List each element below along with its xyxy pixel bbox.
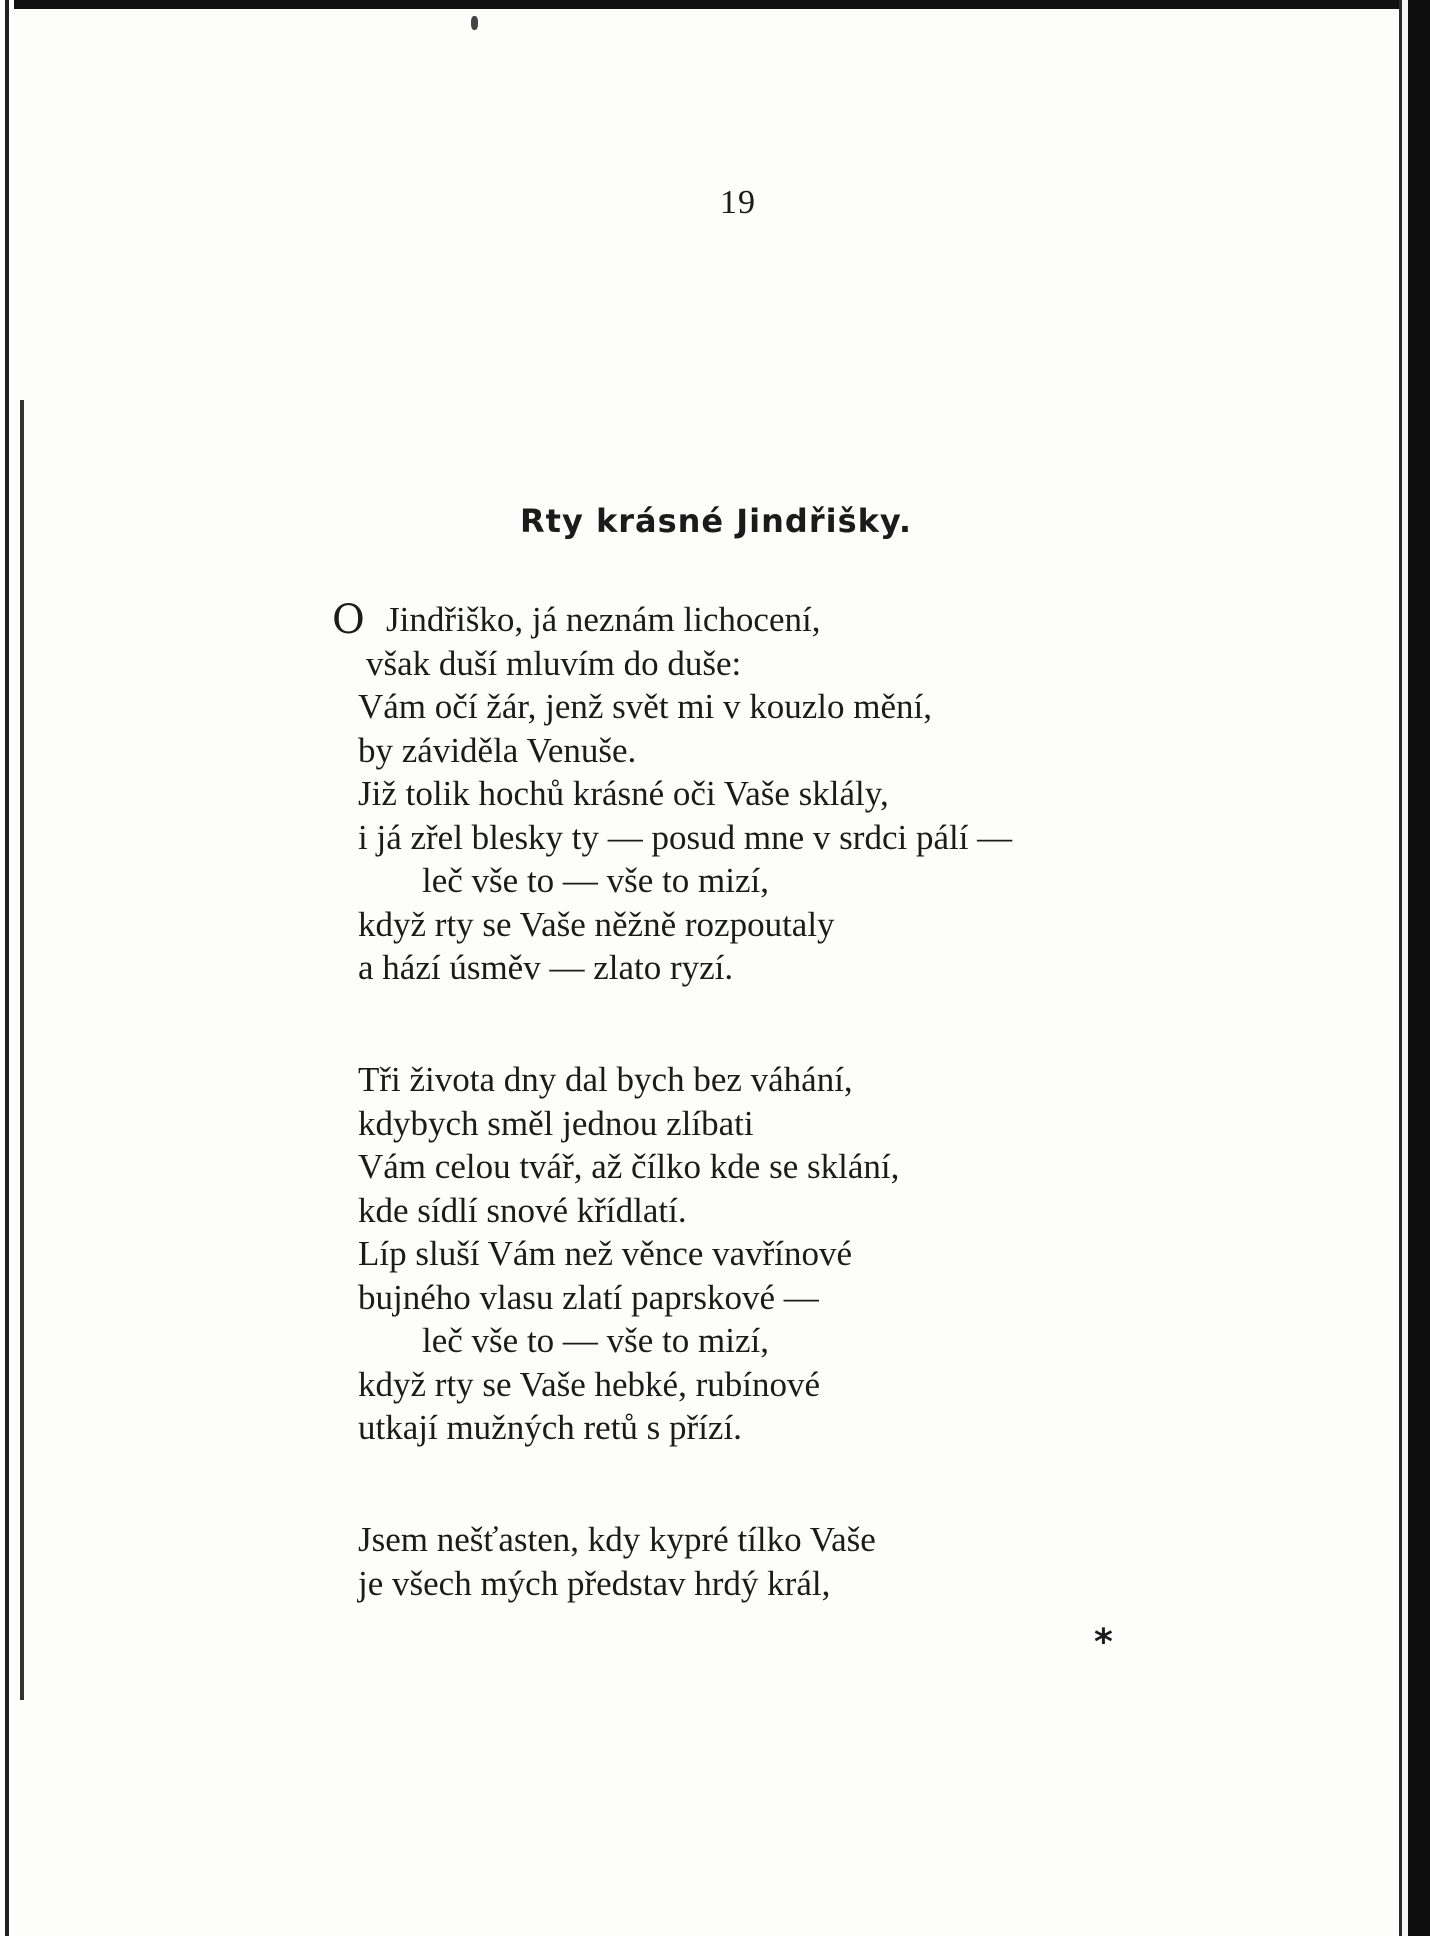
stanza-line: by záviděla Venuše.: [358, 730, 637, 770]
stanza-line: Tři života dny dal bych bez váhání,: [358, 1060, 853, 1099]
stanza-line: [358, 642, 1012, 686]
stanza-line-refrain: leč vše to — vše to mizí,: [422, 861, 770, 900]
stanza-line: bujného vlasu zlatí paprskové —: [358, 1277, 819, 1317]
drop-initial: O: [332, 597, 365, 643]
asterisk-catchword: *: [1094, 1622, 1113, 1663]
stanza-line: kde sídlí snové křídlatí.: [358, 1190, 687, 1230]
stanza-line: Líp sluší Vám než věnce vavřínové: [358, 1234, 853, 1273]
stanza-line: utkají mužných retů s přízí.: [358, 1408, 742, 1447]
stanza-line: Vám očí žár, jenž svět mi v kouzlo mění,: [358, 687, 932, 726]
scan-border-top: [0, 0, 1430, 9]
stanza-line: kdybych směl jednou zlíbati: [358, 1103, 754, 1143]
stanza-line: je všech mých představ hrdý král,: [358, 1563, 831, 1603]
scan-border-left: [0, 0, 14, 1936]
stanza-line: [332, 597, 1012, 643]
stanza-line-refrain: leč vše to — vše to mizí,: [422, 1321, 770, 1360]
stanza-line: i já zřel blesky ty — posud mne v srdci pálí —: [358, 817, 1013, 857]
stanza-line: když rty se Vaše něžně rozpoutaly: [358, 904, 835, 944]
stanza-line: když rty se Vaše hebké, rubínové: [358, 1364, 821, 1404]
stanza-line: Vám celou tvář, až čílko kde se sklání,: [358, 1147, 900, 1186]
line-text: však duší mluvím do duše:: [366, 643, 742, 683]
stanza-2: [358, 1058, 899, 1450]
stanza-line: a hází úsměv — zlato ryzí.: [358, 948, 734, 987]
ink-speck: [471, 16, 478, 30]
line-text: Jindřiško, já neznám lichocení,: [386, 600, 821, 639]
poem-title: Rty krásné Jindřišky.: [520, 502, 912, 540]
scan-binding-line: [20, 400, 24, 1700]
stanza-3: [358, 1518, 876, 1605]
stanza-1: [332, 597, 1013, 990]
scan-border-right: [1408, 0, 1430, 1936]
page-number: 19: [720, 184, 756, 221]
stanza-line: Jsem nešťasten, kdy kypré tílko Vaše: [358, 1520, 876, 1559]
stanza-line: Již tolik hochů krásné oči Vaše sklály,: [358, 774, 889, 813]
